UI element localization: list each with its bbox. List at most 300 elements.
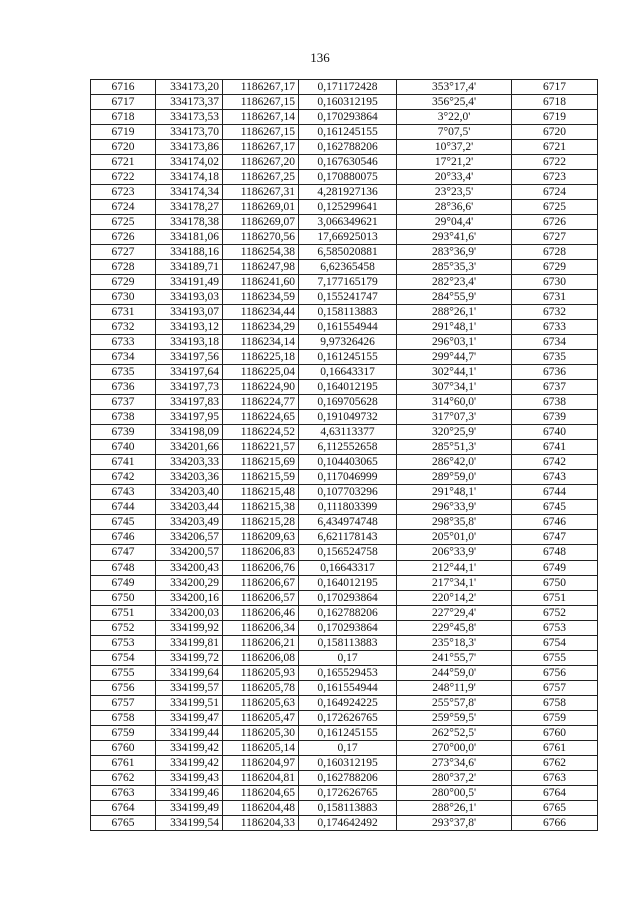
bearing-angle-cell: 280°00,5' bbox=[397, 785, 512, 800]
y-coordinate-cell: 1186204,48 bbox=[223, 800, 299, 815]
next-point-number-cell: 6718 bbox=[512, 95, 598, 110]
next-point-number-cell: 6745 bbox=[512, 500, 598, 515]
distance-cell: 0,117046999 bbox=[299, 470, 397, 485]
distance-cell: 0,156524758 bbox=[299, 545, 397, 560]
next-point-number-cell: 6719 bbox=[512, 110, 598, 125]
point-number-cell: 6759 bbox=[91, 725, 156, 740]
next-point-number-cell: 6755 bbox=[512, 650, 598, 665]
point-number-cell: 6755 bbox=[91, 665, 156, 680]
next-point-number-cell: 6760 bbox=[512, 725, 598, 740]
x-coordinate-cell: 334188,16 bbox=[156, 245, 223, 260]
distance-cell: 0,162788206 bbox=[299, 140, 397, 155]
x-coordinate-cell: 334178,27 bbox=[156, 200, 223, 215]
y-coordinate-cell: 1186206,83 bbox=[223, 545, 299, 560]
x-coordinate-cell: 334203,33 bbox=[156, 455, 223, 470]
point-number-cell: 6764 bbox=[91, 800, 156, 815]
distance-cell: 0,160312195 bbox=[299, 95, 397, 110]
table-row bbox=[91, 530, 598, 545]
next-point-number-cell: 6731 bbox=[512, 290, 598, 305]
table-row bbox=[91, 155, 598, 170]
point-number-cell: 6744 bbox=[91, 500, 156, 515]
y-coordinate-cell: 1186205,93 bbox=[223, 665, 299, 680]
x-coordinate-cell: 334178,38 bbox=[156, 215, 223, 230]
next-point-number-cell: 6761 bbox=[512, 740, 598, 755]
x-coordinate-cell: 334199,42 bbox=[156, 755, 223, 770]
distance-cell: 0,161554944 bbox=[299, 680, 397, 695]
x-coordinate-cell: 334173,86 bbox=[156, 140, 223, 155]
point-number-cell: 6723 bbox=[91, 185, 156, 200]
x-coordinate-cell: 334173,20 bbox=[156, 80, 223, 95]
distance-cell: 0,111803399 bbox=[299, 500, 397, 515]
next-point-number-cell: 6759 bbox=[512, 710, 598, 725]
bearing-angle-cell: 291°48,1' bbox=[397, 485, 512, 500]
bearing-angle-cell: 20°33,4' bbox=[397, 170, 512, 185]
next-point-number-cell: 6750 bbox=[512, 575, 598, 590]
bearing-angle-cell: 320°25,9' bbox=[397, 425, 512, 440]
x-coordinate-cell: 334197,56 bbox=[156, 350, 223, 365]
x-coordinate-cell: 334199,64 bbox=[156, 665, 223, 680]
distance-cell: 0,161245155 bbox=[299, 125, 397, 140]
y-coordinate-cell: 1186267,17 bbox=[223, 140, 299, 155]
table-row bbox=[91, 575, 598, 590]
bearing-angle-cell: 270°00,0' bbox=[397, 740, 512, 755]
bearing-angle-cell: 220°14,2' bbox=[397, 590, 512, 605]
distance-cell: 0,172626765 bbox=[299, 785, 397, 800]
next-point-number-cell: 6738 bbox=[512, 395, 598, 410]
distance-cell: 0,160312195 bbox=[299, 755, 397, 770]
bearing-angle-cell: 229°45,8' bbox=[397, 620, 512, 635]
bearing-angle-cell: 244°59,0' bbox=[397, 665, 512, 680]
distance-cell: 6,434974748 bbox=[299, 515, 397, 530]
table-row bbox=[91, 650, 598, 665]
table-row bbox=[91, 185, 598, 200]
x-coordinate-cell: 334200,29 bbox=[156, 575, 223, 590]
table-row bbox=[91, 440, 598, 455]
y-coordinate-cell: 1186234,14 bbox=[223, 335, 299, 350]
bearing-angle-cell: 296°33,9' bbox=[397, 500, 512, 515]
bearing-angle-cell: 285°35,3' bbox=[397, 260, 512, 275]
table-row bbox=[91, 785, 598, 800]
coordinates-table-body bbox=[91, 80, 598, 831]
distance-cell: 6,112552658 bbox=[299, 440, 397, 455]
bearing-angle-cell: 28°36,6' bbox=[397, 200, 512, 215]
point-number-cell: 6716 bbox=[91, 80, 156, 95]
bearing-angle-cell: 3°22,0' bbox=[397, 110, 512, 125]
y-coordinate-cell: 1186267,15 bbox=[223, 95, 299, 110]
next-point-number-cell: 6746 bbox=[512, 515, 598, 530]
y-coordinate-cell: 1186206,08 bbox=[223, 650, 299, 665]
point-number-cell: 6753 bbox=[91, 635, 156, 650]
table-row bbox=[91, 350, 598, 365]
next-point-number-cell: 6744 bbox=[512, 485, 598, 500]
bearing-angle-cell: 17°21,2' bbox=[397, 155, 512, 170]
distance-cell: 0,107703296 bbox=[299, 485, 397, 500]
x-coordinate-cell: 334181,06 bbox=[156, 230, 223, 245]
next-point-number-cell: 6758 bbox=[512, 695, 598, 710]
x-coordinate-cell: 334199,47 bbox=[156, 710, 223, 725]
y-coordinate-cell: 1186206,67 bbox=[223, 575, 299, 590]
next-point-number-cell: 6734 bbox=[512, 335, 598, 350]
y-coordinate-cell: 1186234,59 bbox=[223, 290, 299, 305]
point-number-cell: 6727 bbox=[91, 245, 156, 260]
distance-cell: 0,155241747 bbox=[299, 290, 397, 305]
table-row bbox=[91, 725, 598, 740]
point-number-cell: 6762 bbox=[91, 770, 156, 785]
table-row bbox=[91, 740, 598, 755]
bearing-angle-cell: 299°44,7' bbox=[397, 350, 512, 365]
bearing-angle-cell: 248°11,9' bbox=[397, 680, 512, 695]
x-coordinate-cell: 334199,54 bbox=[156, 815, 223, 830]
next-point-number-cell: 6724 bbox=[512, 185, 598, 200]
y-coordinate-cell: 1186224,77 bbox=[223, 395, 299, 410]
distance-cell: 6,621178143 bbox=[299, 530, 397, 545]
coordinates-table bbox=[90, 79, 598, 831]
point-number-cell: 6724 bbox=[91, 200, 156, 215]
x-coordinate-cell: 334197,64 bbox=[156, 365, 223, 380]
bearing-angle-cell: 262°52,5' bbox=[397, 725, 512, 740]
point-number-cell: 6747 bbox=[91, 545, 156, 560]
table-row bbox=[91, 800, 598, 815]
table-row bbox=[91, 515, 598, 530]
table-row bbox=[91, 410, 598, 425]
distance-cell: 0,158113883 bbox=[299, 305, 397, 320]
distance-cell: 0,164012195 bbox=[299, 380, 397, 395]
y-coordinate-cell: 1186215,59 bbox=[223, 470, 299, 485]
distance-cell: 0,17 bbox=[299, 650, 397, 665]
next-point-number-cell: 6720 bbox=[512, 125, 598, 140]
point-number-cell: 6765 bbox=[91, 815, 156, 830]
y-coordinate-cell: 1186205,14 bbox=[223, 740, 299, 755]
table-row bbox=[91, 95, 598, 110]
next-point-number-cell: 6743 bbox=[512, 470, 598, 485]
next-point-number-cell: 6727 bbox=[512, 230, 598, 245]
bearing-angle-cell: 307°34,1' bbox=[397, 380, 512, 395]
table-row bbox=[91, 305, 598, 320]
table-row bbox=[91, 620, 598, 635]
x-coordinate-cell: 334197,73 bbox=[156, 380, 223, 395]
page-number: 136 bbox=[310, 50, 330, 65]
next-point-number-cell: 6737 bbox=[512, 380, 598, 395]
y-coordinate-cell: 1186205,63 bbox=[223, 695, 299, 710]
distance-cell: 3,066349621 bbox=[299, 215, 397, 230]
next-point-number-cell: 6766 bbox=[512, 815, 598, 830]
x-coordinate-cell: 334193,18 bbox=[156, 335, 223, 350]
next-point-number-cell: 6752 bbox=[512, 605, 598, 620]
table-row bbox=[91, 455, 598, 470]
bearing-angle-cell: 288°26,1' bbox=[397, 305, 512, 320]
point-number-cell: 6739 bbox=[91, 425, 156, 440]
x-coordinate-cell: 334200,57 bbox=[156, 545, 223, 560]
bearing-angle-cell: 29°04,4' bbox=[397, 215, 512, 230]
table-row bbox=[91, 245, 598, 260]
bearing-angle-cell: 7°07,5' bbox=[397, 125, 512, 140]
next-point-number-cell: 6739 bbox=[512, 410, 598, 425]
distance-cell: 0,161245155 bbox=[299, 350, 397, 365]
next-point-number-cell: 6757 bbox=[512, 680, 598, 695]
x-coordinate-cell: 334174,18 bbox=[156, 170, 223, 185]
x-coordinate-cell: 334203,40 bbox=[156, 485, 223, 500]
next-point-number-cell: 6729 bbox=[512, 260, 598, 275]
x-coordinate-cell: 334199,43 bbox=[156, 770, 223, 785]
y-coordinate-cell: 1186209,63 bbox=[223, 530, 299, 545]
next-point-number-cell: 6749 bbox=[512, 560, 598, 575]
x-coordinate-cell: 334199,72 bbox=[156, 650, 223, 665]
y-coordinate-cell: 1186224,65 bbox=[223, 410, 299, 425]
bearing-angle-cell: 212°44,1' bbox=[397, 560, 512, 575]
table-row bbox=[91, 110, 598, 125]
table-row bbox=[91, 710, 598, 725]
point-number-cell: 6734 bbox=[91, 350, 156, 365]
point-number-cell: 6761 bbox=[91, 755, 156, 770]
x-coordinate-cell: 334199,57 bbox=[156, 680, 223, 695]
bearing-angle-cell: 317°07,3' bbox=[397, 410, 512, 425]
point-number-cell: 6741 bbox=[91, 455, 156, 470]
distance-cell: 0,161554944 bbox=[299, 320, 397, 335]
point-number-cell: 6745 bbox=[91, 515, 156, 530]
bearing-angle-cell: 273°34,6' bbox=[397, 755, 512, 770]
x-coordinate-cell: 334206,57 bbox=[156, 530, 223, 545]
distance-cell: 6,62365458 bbox=[299, 260, 397, 275]
next-point-number-cell: 6732 bbox=[512, 305, 598, 320]
point-number-cell: 6730 bbox=[91, 290, 156, 305]
bearing-angle-cell: 353°17,4' bbox=[397, 80, 512, 95]
next-point-number-cell: 6747 bbox=[512, 530, 598, 545]
y-coordinate-cell: 1186234,29 bbox=[223, 320, 299, 335]
x-coordinate-cell: 334193,12 bbox=[156, 320, 223, 335]
point-number-cell: 6737 bbox=[91, 395, 156, 410]
distance-cell: 0,162788206 bbox=[299, 605, 397, 620]
distance-cell: 0,158113883 bbox=[299, 635, 397, 650]
x-coordinate-cell: 334199,81 bbox=[156, 635, 223, 650]
distance-cell: 0,162788206 bbox=[299, 770, 397, 785]
bearing-angle-cell: 284°55,9' bbox=[397, 290, 512, 305]
next-point-number-cell: 6763 bbox=[512, 770, 598, 785]
bearing-angle-cell: 241°55,7' bbox=[397, 650, 512, 665]
distance-cell: 0,170293864 bbox=[299, 590, 397, 605]
point-number-cell: 6719 bbox=[91, 125, 156, 140]
point-number-cell: 6722 bbox=[91, 170, 156, 185]
x-coordinate-cell: 334203,49 bbox=[156, 515, 223, 530]
y-coordinate-cell: 1186204,33 bbox=[223, 815, 299, 830]
next-point-number-cell: 6733 bbox=[512, 320, 598, 335]
distance-cell: 0,172626765 bbox=[299, 710, 397, 725]
y-coordinate-cell: 1186267,14 bbox=[223, 110, 299, 125]
point-number-cell: 6732 bbox=[91, 320, 156, 335]
y-coordinate-cell: 1186234,44 bbox=[223, 305, 299, 320]
distance-cell: 0,16643317 bbox=[299, 560, 397, 575]
distance-cell: 0,164924225 bbox=[299, 695, 397, 710]
y-coordinate-cell: 1186247,98 bbox=[223, 260, 299, 275]
next-point-number-cell: 6762 bbox=[512, 755, 598, 770]
next-point-number-cell: 6741 bbox=[512, 440, 598, 455]
bearing-angle-cell: 282°23,4' bbox=[397, 275, 512, 290]
bearing-angle-cell: 289°59,0' bbox=[397, 470, 512, 485]
y-coordinate-cell: 1186221,57 bbox=[223, 440, 299, 455]
table-row bbox=[91, 200, 598, 215]
point-number-cell: 6749 bbox=[91, 575, 156, 590]
table-row bbox=[91, 815, 598, 830]
distance-cell: 0,158113883 bbox=[299, 800, 397, 815]
y-coordinate-cell: 1186206,21 bbox=[223, 635, 299, 650]
y-coordinate-cell: 1186267,17 bbox=[223, 80, 299, 95]
point-number-cell: 6746 bbox=[91, 530, 156, 545]
y-coordinate-cell: 1186204,81 bbox=[223, 770, 299, 785]
y-coordinate-cell: 1186225,18 bbox=[223, 350, 299, 365]
point-number-cell: 6756 bbox=[91, 680, 156, 695]
table-row bbox=[91, 485, 598, 500]
point-number-cell: 6750 bbox=[91, 590, 156, 605]
bearing-angle-cell: 293°41,6' bbox=[397, 230, 512, 245]
x-coordinate-cell: 334203,36 bbox=[156, 470, 223, 485]
next-point-number-cell: 6764 bbox=[512, 785, 598, 800]
x-coordinate-cell: 334174,34 bbox=[156, 185, 223, 200]
distance-cell: 0,165529453 bbox=[299, 665, 397, 680]
next-point-number-cell: 6756 bbox=[512, 665, 598, 680]
y-coordinate-cell: 1186224,52 bbox=[223, 425, 299, 440]
bearing-angle-cell: 255°57,8' bbox=[397, 695, 512, 710]
distance-cell: 0,191049732 bbox=[299, 410, 397, 425]
next-point-number-cell: 6717 bbox=[512, 80, 598, 95]
y-coordinate-cell: 1186205,78 bbox=[223, 680, 299, 695]
distance-cell: 17,66925013 bbox=[299, 230, 397, 245]
table-row bbox=[91, 380, 598, 395]
bearing-angle-cell: 217°34,1' bbox=[397, 575, 512, 590]
point-number-cell: 6743 bbox=[91, 485, 156, 500]
table-row bbox=[91, 500, 598, 515]
distance-cell: 0,174642492 bbox=[299, 815, 397, 830]
point-number-cell: 6736 bbox=[91, 380, 156, 395]
distance-cell: 0,104403065 bbox=[299, 455, 397, 470]
distance-cell: 0,125299641 bbox=[299, 200, 397, 215]
bearing-angle-cell: 298°35,8' bbox=[397, 515, 512, 530]
table-row bbox=[91, 755, 598, 770]
table-row bbox=[91, 605, 598, 620]
point-number-cell: 6720 bbox=[91, 140, 156, 155]
x-coordinate-cell: 334200,03 bbox=[156, 605, 223, 620]
point-number-cell: 6758 bbox=[91, 710, 156, 725]
next-point-number-cell: 6742 bbox=[512, 455, 598, 470]
bearing-angle-cell: 206°33,9' bbox=[397, 545, 512, 560]
table-row bbox=[91, 395, 598, 410]
y-coordinate-cell: 1186269,07 bbox=[223, 215, 299, 230]
next-point-number-cell: 6748 bbox=[512, 545, 598, 560]
next-point-number-cell: 6751 bbox=[512, 590, 598, 605]
bearing-angle-cell: 286°42,0' bbox=[397, 455, 512, 470]
table-row bbox=[91, 365, 598, 380]
table-row bbox=[91, 545, 598, 560]
y-coordinate-cell: 1186241,60 bbox=[223, 275, 299, 290]
point-number-cell: 6718 bbox=[91, 110, 156, 125]
table-row bbox=[91, 770, 598, 785]
distance-cell: 7,177165179 bbox=[299, 275, 397, 290]
distance-cell: 6,585020881 bbox=[299, 245, 397, 260]
y-coordinate-cell: 1186267,31 bbox=[223, 185, 299, 200]
distance-cell: 0,170293864 bbox=[299, 620, 397, 635]
x-coordinate-cell: 334189,71 bbox=[156, 260, 223, 275]
y-coordinate-cell: 1186215,38 bbox=[223, 500, 299, 515]
next-point-number-cell: 6740 bbox=[512, 425, 598, 440]
x-coordinate-cell: 334197,95 bbox=[156, 410, 223, 425]
y-coordinate-cell: 1186224,90 bbox=[223, 380, 299, 395]
point-number-cell: 6725 bbox=[91, 215, 156, 230]
next-point-number-cell: 6725 bbox=[512, 200, 598, 215]
point-number-cell: 6742 bbox=[91, 470, 156, 485]
next-point-number-cell: 6736 bbox=[512, 365, 598, 380]
table-row bbox=[91, 170, 598, 185]
x-coordinate-cell: 334200,16 bbox=[156, 590, 223, 605]
next-point-number-cell: 6726 bbox=[512, 215, 598, 230]
bearing-angle-cell: 314°60,0' bbox=[397, 395, 512, 410]
bearing-angle-cell: 296°03,1' bbox=[397, 335, 512, 350]
next-point-number-cell: 6723 bbox=[512, 170, 598, 185]
table-row bbox=[91, 425, 598, 440]
table-row bbox=[91, 320, 598, 335]
x-coordinate-cell: 334199,49 bbox=[156, 800, 223, 815]
y-coordinate-cell: 1186267,15 bbox=[223, 125, 299, 140]
distance-cell: 0,161245155 bbox=[299, 725, 397, 740]
y-coordinate-cell: 1186215,28 bbox=[223, 515, 299, 530]
next-point-number-cell: 6754 bbox=[512, 635, 598, 650]
x-coordinate-cell: 334197,83 bbox=[156, 395, 223, 410]
x-coordinate-cell: 334199,51 bbox=[156, 695, 223, 710]
point-number-cell: 6752 bbox=[91, 620, 156, 635]
table-row bbox=[91, 290, 598, 305]
bearing-angle-cell: 227°29,4' bbox=[397, 605, 512, 620]
table-row bbox=[91, 125, 598, 140]
distance-cell: 0,16643317 bbox=[299, 365, 397, 380]
table-row bbox=[91, 470, 598, 485]
y-coordinate-cell: 1186206,57 bbox=[223, 590, 299, 605]
table-row bbox=[91, 590, 598, 605]
y-coordinate-cell: 1186206,76 bbox=[223, 560, 299, 575]
next-point-number-cell: 6765 bbox=[512, 800, 598, 815]
table-row bbox=[91, 140, 598, 155]
table-row bbox=[91, 695, 598, 710]
distance-cell: 9,97326426 bbox=[299, 335, 397, 350]
y-coordinate-cell: 1186269,01 bbox=[223, 200, 299, 215]
x-coordinate-cell: 334174,02 bbox=[156, 155, 223, 170]
bearing-angle-cell: 10°37,2' bbox=[397, 140, 512, 155]
x-coordinate-cell: 334193,07 bbox=[156, 305, 223, 320]
bearing-angle-cell: 285°51,3' bbox=[397, 440, 512, 455]
x-coordinate-cell: 334199,42 bbox=[156, 740, 223, 755]
point-number-cell: 6726 bbox=[91, 230, 156, 245]
y-coordinate-cell: 1186267,20 bbox=[223, 155, 299, 170]
x-coordinate-cell: 334201,66 bbox=[156, 440, 223, 455]
table-row bbox=[91, 215, 598, 230]
point-number-cell: 6731 bbox=[91, 305, 156, 320]
y-coordinate-cell: 1186204,97 bbox=[223, 755, 299, 770]
y-coordinate-cell: 1186204,65 bbox=[223, 785, 299, 800]
x-coordinate-cell: 334203,44 bbox=[156, 500, 223, 515]
bearing-angle-cell: 302°44,1' bbox=[397, 365, 512, 380]
y-coordinate-cell: 1186267,25 bbox=[223, 170, 299, 185]
table-row bbox=[91, 230, 598, 245]
next-point-number-cell: 6735 bbox=[512, 350, 598, 365]
table-row bbox=[91, 665, 598, 680]
y-coordinate-cell: 1186225,04 bbox=[223, 365, 299, 380]
point-number-cell: 6721 bbox=[91, 155, 156, 170]
point-number-cell: 6748 bbox=[91, 560, 156, 575]
point-number-cell: 6757 bbox=[91, 695, 156, 710]
next-point-number-cell: 6722 bbox=[512, 155, 598, 170]
table-row bbox=[91, 680, 598, 695]
next-point-number-cell: 6721 bbox=[512, 140, 598, 155]
bearing-angle-cell: 259°59,5' bbox=[397, 710, 512, 725]
point-number-cell: 6735 bbox=[91, 365, 156, 380]
y-coordinate-cell: 1186206,34 bbox=[223, 620, 299, 635]
point-number-cell: 6733 bbox=[91, 335, 156, 350]
